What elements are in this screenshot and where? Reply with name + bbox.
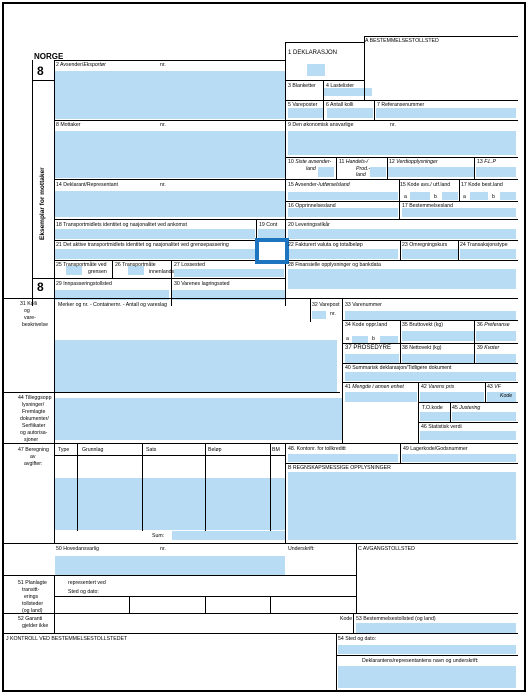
tidligere-dokument-field[interactable]	[345, 372, 516, 381]
divider	[129, 596, 130, 613]
divider	[285, 443, 286, 543]
col-sats: Sats	[146, 447, 157, 453]
underskrift-label: Underskrift:	[288, 546, 315, 552]
f11-label: 11 Handels-/	[339, 159, 369, 165]
f15-label: 15 Avsender-/utførselsland	[288, 182, 350, 188]
divider	[54, 219, 518, 220]
sub-a: a	[463, 194, 466, 200]
divider	[474, 157, 475, 179]
f44-label-cont: og autorisa-	[20, 430, 48, 436]
divider	[32, 80, 54, 81]
f9-label: 9 Den økonomisk ansvarlige	[288, 122, 354, 128]
f33-label: 33 Varenummer	[345, 302, 382, 308]
divider	[364, 36, 518, 37]
divider	[285, 42, 286, 306]
opprinnelsesland-field[interactable]	[288, 208, 398, 217]
divider	[356, 543, 357, 613]
kode-label: Kode	[340, 616, 353, 622]
divider	[336, 633, 337, 690]
f43-label: 43 VF	[487, 384, 501, 390]
f15c-label: 15 Kode avs./ utf.land	[400, 182, 451, 188]
nr-label: nr.	[160, 62, 166, 68]
divider	[374, 100, 375, 120]
divider	[54, 596, 356, 597]
divider	[4, 575, 356, 576]
f8-label: 8 Mottaker	[56, 122, 81, 128]
f47-label: 47 Beregning	[18, 447, 49, 453]
f53-label: 53 Bestemmelsestollsted (og land)	[356, 616, 436, 622]
handelsland-field[interactable]	[370, 167, 386, 177]
varenummer-field[interactable]	[345, 311, 516, 320]
bestemmelsesland-field[interactable]	[402, 208, 516, 217]
declaration-label: 1 DEKLARASJON	[288, 50, 338, 56]
selected-field-highlight[interactable]	[255, 238, 289, 264]
mottaker-field[interactable]	[55, 131, 285, 178]
kode-avs-a-field[interactable]	[410, 192, 430, 200]
divider	[459, 179, 460, 201]
declarant-signature-label: Deklarantens/representantens navn og underskrift:	[362, 658, 479, 664]
verdiopplysninger-field[interactable]	[388, 167, 474, 177]
f35-label: 35 Bruttovekt (kg)	[402, 322, 443, 328]
f2-label: 2 Avsender/Eksportør	[56, 62, 106, 68]
f14-label: 14 Deklarant/Representant	[56, 182, 118, 188]
f44-label-cont: sjoner	[24, 437, 39, 443]
divider	[32, 60, 33, 306]
divider	[387, 157, 388, 179]
f48-label: 48. Kontonr. for tollkreditt	[288, 446, 346, 452]
f36-label: 36 Preferanse	[477, 322, 510, 328]
f31-label-cont: vare-	[24, 315, 36, 321]
finansielle-field[interactable]	[288, 269, 516, 289]
f20-label: 20 Leveringsvilkår	[288, 222, 330, 228]
divider	[285, 42, 364, 43]
nr-label: nr.	[160, 182, 166, 188]
nr-label: nr.	[160, 122, 166, 128]
f44-label-cont: dokumenter/	[20, 416, 49, 422]
sub-b: b	[372, 336, 375, 342]
copy-number-bottom: 8	[37, 280, 44, 294]
divider	[112, 260, 113, 278]
f7-label: 7 Referansenummer	[377, 102, 425, 108]
f39-label: 39 Kvoter	[477, 345, 500, 351]
f44-label-cont: Serfiikater	[22, 423, 46, 429]
bruttovekt-field[interactable]	[402, 331, 474, 341]
f27-label: 27 Lossested	[174, 262, 205, 268]
kode-avs-b-field[interactable]	[442, 192, 458, 200]
divider	[270, 443, 271, 531]
divider	[336, 157, 337, 179]
sub-a: a	[346, 336, 349, 342]
f51-label-cont: tollsteder	[22, 601, 44, 607]
lossested-field[interactable]	[174, 269, 284, 277]
divider	[450, 402, 451, 422]
divider	[54, 179, 518, 180]
divider	[353, 613, 354, 633]
f50-label: 50 Hovedansvarlig	[56, 546, 99, 552]
fakturert-valuta-field[interactable]	[288, 249, 398, 259]
f44-label-cont: lysninger/	[22, 402, 45, 408]
divider	[205, 596, 206, 613]
to-kode-label: T.O.kode	[422, 405, 443, 411]
to-kode-field[interactable]	[420, 412, 450, 421]
avgifter-table-field[interactable]	[55, 478, 285, 530]
f18-label: 18 Transportmidlets identitet og nasjonalitet ved ankomst	[56, 222, 187, 228]
box-j-label: J KONTROLL VED BESTEMMELSESTOLLSTEDET	[6, 636, 128, 642]
f51-label-cont: erings	[24, 594, 39, 600]
divider	[4, 298, 518, 299]
f40-label: 40 Summarisk deklarasjon/Tidligere dokument	[345, 365, 452, 371]
divider	[418, 402, 518, 403]
col-type: Type	[58, 447, 70, 453]
f32-label: 32 Varepost	[312, 302, 340, 308]
f12-label: 12 Verdiopplysninger	[389, 159, 438, 165]
box-b-label: B REGNSKAPSMESSIGE OPPLYSNINGER	[288, 465, 391, 471]
f42-label: 42 Varens pris	[421, 384, 455, 390]
f45-label: 45 Justering	[452, 405, 481, 411]
divider	[54, 575, 55, 613]
divider	[342, 343, 518, 344]
nr-label: nr.	[160, 546, 166, 552]
f21-label: 21 Det aktive transportmidlets identitet og nasjonalitet ved grensepassering	[56, 242, 229, 248]
divider	[270, 596, 271, 613]
divider	[77, 443, 78, 531]
sub-b: b	[492, 194, 495, 200]
varebeskrivelse-field[interactable]	[55, 340, 337, 392]
divider	[400, 443, 401, 463]
lagerkode-field[interactable]	[402, 454, 516, 462]
leveringsvilkar-field[interactable]	[288, 229, 516, 239]
bestemmelsestollsted-field[interactable]	[356, 623, 516, 633]
sted-dato-label: Sted og dato:	[68, 589, 99, 595]
nr-label: nr.	[390, 122, 396, 128]
f54-label: 54 Sted og dato:	[338, 636, 377, 642]
divider	[342, 363, 518, 364]
f23-label: 23 Omregningskurs	[402, 242, 448, 248]
kode-best-a-field[interactable]	[470, 192, 488, 200]
f52-label-cont: gjelder ikke	[22, 623, 49, 629]
col-belop: Beløp	[208, 447, 222, 453]
sender-field[interactable]	[55, 71, 285, 119]
divider	[364, 36, 365, 100]
referansenummer-field[interactable]	[376, 108, 516, 118]
f31-label-cont: og	[24, 308, 30, 314]
f38-label: 38 Nettovekt (kg)	[402, 345, 442, 351]
box-c-label: C AVGANGSTOLLSTED	[358, 546, 415, 552]
flp-field[interactable]	[476, 167, 516, 177]
divider	[54, 60, 55, 306]
divider	[336, 655, 518, 656]
okonomisk-ansvarlige-field[interactable]	[288, 131, 516, 155]
divider	[171, 260, 172, 306]
divider	[285, 100, 518, 101]
f17c-label: 17 Kode best.land	[461, 182, 503, 188]
f37-label: 37 PROSEDYRE	[345, 345, 392, 351]
f34-label: 34 Kode oppr.land	[345, 322, 388, 328]
regnskapsmessige-field[interactable]	[288, 472, 516, 540]
f11-label-cont2: land	[356, 172, 366, 178]
f52-label: 52 Garanti	[18, 616, 43, 622]
divider	[474, 320, 475, 363]
f41-label: 41 Mengde i annen enhet	[345, 384, 404, 390]
divider	[400, 320, 401, 363]
divider	[4, 443, 518, 444]
divider	[54, 278, 285, 279]
antall-kolli-field[interactable]	[327, 108, 373, 118]
f5-label: 5 Vareposter	[288, 102, 318, 108]
f28-label: 28 Finansielle opplysninger og bankdata	[288, 262, 381, 268]
sub-a: a	[404, 194, 407, 200]
divider	[54, 613, 55, 633]
mengde-field[interactable]	[345, 392, 417, 402]
vareposter-field[interactable]	[288, 108, 324, 118]
transportmiddel-ankomst-field[interactable]	[55, 229, 255, 239]
f51-label-cont: transitt-	[22, 587, 40, 593]
divider	[342, 320, 518, 321]
f25-label: 25 Transportmåte ved	[56, 262, 107, 268]
side-copy-label: Eksemplar for mottaker	[39, 167, 46, 240]
divider	[285, 157, 518, 158]
sum-label: Sum:	[152, 533, 165, 539]
f30-label: 30 Varenes lagringssted	[174, 281, 230, 287]
avsenderland-field[interactable]	[288, 192, 398, 200]
f49-label: 49 Lagerkode/Godsnummer	[403, 446, 468, 452]
kode-label: Kode	[500, 393, 513, 399]
col-grunnlag: Grunnlag	[82, 447, 104, 453]
justering-field[interactable]	[452, 412, 516, 421]
blanketter-field[interactable]	[307, 64, 325, 76]
f10-label: 10 Siste avsender-	[288, 159, 332, 165]
divider	[418, 422, 518, 423]
f26-label: 26 Transportmåte	[115, 262, 156, 268]
divider	[400, 240, 401, 260]
varens-pris-field[interactable]	[420, 392, 484, 402]
divider	[32, 278, 54, 279]
f6-label: 6 Antall kolli	[326, 102, 354, 108]
aktivt-transportmiddel-field[interactable]	[55, 249, 255, 259]
f16-label: 16 Opprinnelsesland	[288, 203, 336, 209]
tilleggsopplysninger-field[interactable]	[55, 398, 342, 440]
f11-label-cont: Prod.-	[356, 166, 371, 172]
divider	[285, 201, 518, 202]
divider	[4, 613, 518, 614]
deklarant-field[interactable]	[55, 191, 285, 217]
deklarant-signatur-field[interactable]	[338, 666, 516, 688]
f51-label-cont: (og land)	[22, 608, 43, 614]
divider	[458, 240, 459, 260]
f10-label-cont: land	[306, 166, 316, 172]
f47-label-cont: avgifter:	[24, 461, 43, 467]
f44-label-cont: Fremlagte	[22, 409, 46, 415]
kode-best-b-field[interactable]	[500, 192, 516, 200]
sub-b: b	[434, 194, 437, 200]
sum-field[interactable]	[172, 531, 285, 540]
kontonr-field[interactable]	[288, 454, 398, 462]
divider	[342, 382, 518, 383]
f17-label: 17 Bestemmelsesland	[402, 203, 454, 209]
divider	[54, 60, 285, 61]
statistisk-verdi-field[interactable]	[420, 431, 516, 440]
divider	[418, 382, 419, 444]
representert-label: representert ved	[68, 580, 106, 586]
f51-label: 51 Planlagte	[18, 580, 47, 586]
divider	[142, 443, 143, 531]
f24-label: 24 Transaksjonstype	[460, 242, 508, 248]
divider	[310, 298, 311, 322]
f29-label: 29 Innpasseringstollsted	[56, 281, 112, 287]
divider	[54, 455, 285, 456]
sted-dato-j-field[interactable]	[338, 645, 516, 654]
f3-label: 3 Blanketter	[288, 83, 316, 89]
divider	[4, 633, 518, 634]
divider	[205, 443, 206, 531]
f44-label: 44 Tilleggsopp	[18, 395, 52, 401]
country-title: NORGE	[34, 52, 64, 61]
f31-merker-label: Merker og nr. - Containernr. - Antall og vareslag	[58, 302, 167, 308]
divider	[285, 80, 364, 81]
divider	[4, 543, 518, 544]
omregningskurs-field[interactable]	[402, 249, 458, 259]
divider	[285, 463, 518, 464]
f22-label: 22 Fakturert valuta og totalbeløp	[288, 242, 363, 248]
f19-label: 19 Cont	[259, 222, 278, 228]
f31-label-cont: beskrivelse	[22, 322, 48, 328]
divider	[54, 120, 518, 121]
f26-label-cont: innenlands	[149, 269, 175, 275]
hovedansvarlig-field[interactable]	[55, 556, 285, 576]
copy-number: 8	[37, 64, 44, 78]
nr-label: nr.	[330, 311, 336, 317]
siste-avsenderland-field[interactable]	[318, 167, 334, 177]
preferanse-field[interactable]	[476, 331, 516, 341]
divider	[54, 443, 55, 543]
transaksjonstype-field[interactable]	[460, 249, 516, 259]
f4-label: 4 Lastelister	[326, 83, 354, 89]
col-bm: BM	[272, 447, 280, 453]
f25-label-cont: grensen	[88, 269, 107, 275]
box-a-label: A BESTEMMELSESTOLLSTED	[365, 38, 439, 44]
f13-label: 13 F.L.P	[477, 159, 496, 165]
divider	[485, 382, 486, 402]
varepost-field[interactable]	[312, 311, 326, 319]
f31-label: 31 Kolli	[20, 301, 38, 307]
f47-label-cont: av	[30, 454, 36, 460]
f46-label: 46 Statistisk verdi	[421, 424, 462, 430]
